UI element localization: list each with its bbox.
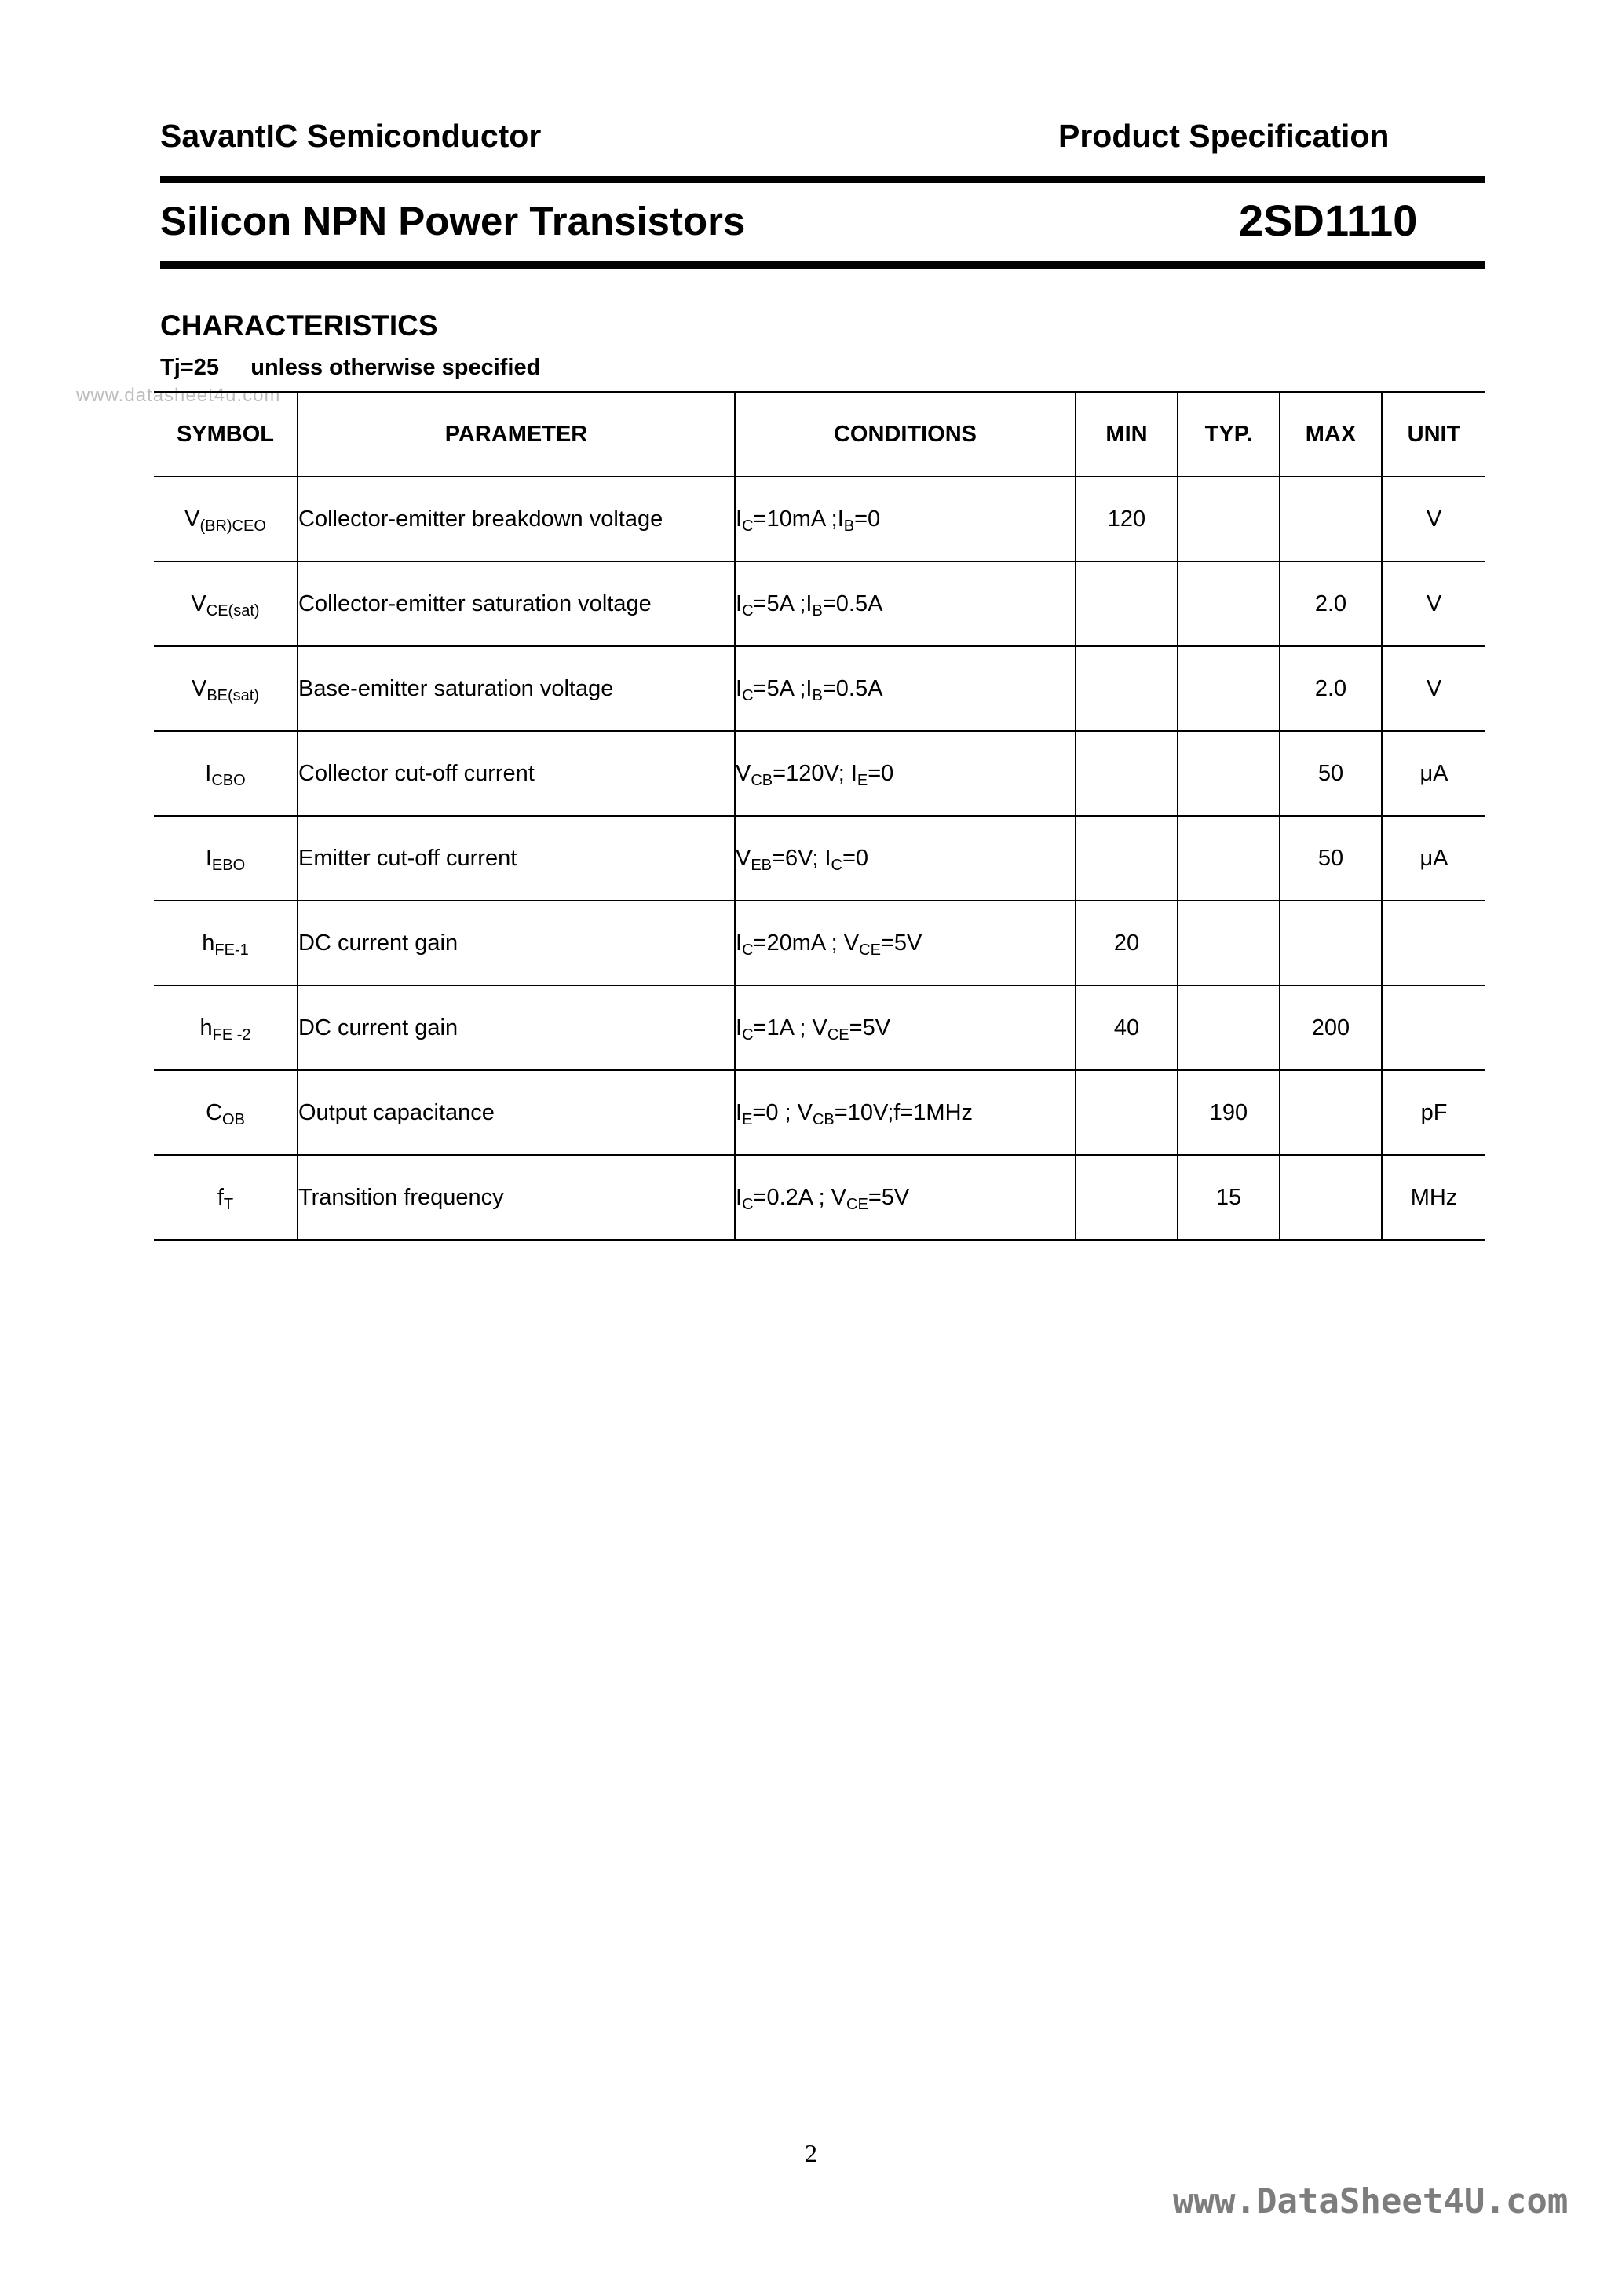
condition-text: I (736, 590, 743, 616)
min-cell (1076, 1155, 1178, 1240)
condition-text: =5V (868, 1184, 910, 1210)
table-row (154, 1070, 1485, 1155)
min-cell: 20 (1076, 901, 1178, 985)
condition-text: =1A ; V (753, 1015, 827, 1040)
max-cell: 200 (1280, 985, 1382, 1070)
symbol-subscript: T (223, 1195, 234, 1213)
parameter-cell: Transition frequency (298, 1155, 735, 1240)
condition-text: =0.2A ; V (753, 1184, 847, 1210)
min-cell: 40 (1076, 985, 1178, 1070)
condition-text: =5A ;I (753, 675, 813, 701)
unit-cell: μA (1382, 816, 1485, 901)
condition-text: I (736, 1099, 743, 1125)
part-number: 2SD1110 (1239, 196, 1418, 245)
table-row (154, 816, 1485, 901)
company-name: SavantIC Semiconductor (160, 118, 542, 154)
condition-subscript: C (742, 601, 754, 620)
condition-text: I (736, 675, 743, 701)
min-cell (1076, 816, 1178, 901)
condition-text: =10V;f=1MHz (834, 1099, 974, 1125)
symbol-main: C (206, 1099, 223, 1125)
condition-subscript: C (742, 517, 754, 535)
max-cell (1280, 1155, 1382, 1240)
max-cell: 50 (1280, 731, 1382, 816)
condition-text: =20mA ; V (753, 930, 860, 956)
unit-cell: V (1382, 477, 1485, 561)
condition-subscript: B (843, 517, 855, 535)
symbol-main: I (205, 760, 212, 786)
condition-subscript: CB (751, 771, 773, 789)
section-heading: CHARACTERISTICS (160, 309, 438, 342)
symbol-main: f (217, 1184, 224, 1210)
typ-cell (1178, 985, 1280, 1070)
document-type: Product Specification (1058, 118, 1390, 154)
watermark-top: www.datasheet4u.com (76, 385, 281, 406)
condition-text: =0.5A (822, 675, 883, 701)
parameter-cell: DC current gain (298, 985, 735, 1070)
parameter-cell: Output capacitance (298, 1070, 735, 1155)
conditions-cell (735, 1155, 1076, 1240)
conditions-cell (735, 1070, 1076, 1155)
table-row (154, 985, 1485, 1070)
typ-cell (1178, 646, 1280, 731)
condition-subscript: B (812, 601, 823, 620)
condition-text: =10mA ;I (753, 506, 844, 532)
parameter-cell: DC current gain (298, 901, 735, 985)
symbol-cell (154, 646, 298, 731)
condition-subscript: CE (859, 941, 881, 959)
condition-subscript: E (857, 771, 868, 789)
conditions-cell (735, 477, 1076, 561)
condition-subscript: C (742, 1195, 754, 1213)
header-rule-bottom (160, 261, 1485, 269)
symbol-cell (154, 816, 298, 901)
condition-text: =0 (854, 506, 881, 532)
unit-cell: MHz (1382, 1155, 1485, 1240)
unit-cell: V (1382, 646, 1485, 731)
symbol-subscript: EBO (211, 856, 246, 874)
page-number: 2 (805, 2139, 817, 2167)
condition-subscript: EB (751, 856, 773, 874)
max-cell (1280, 901, 1382, 985)
col-header-typ: TYP. (1178, 392, 1280, 477)
unit-cell (1382, 985, 1485, 1070)
condition-text: V (736, 845, 751, 871)
condition-subscript: CE (827, 1026, 849, 1044)
symbol-main: V (191, 675, 207, 701)
condition-text: =0 (868, 760, 894, 786)
symbol-subscript: CE(sat) (206, 601, 260, 620)
symbol-subscript: FE-1 (214, 941, 249, 959)
max-cell: 2.0 (1280, 646, 1382, 731)
parameter-cell: Collector-emitter breakdown voltage (298, 477, 735, 561)
max-cell (1280, 1070, 1382, 1155)
col-header-max: MAX (1280, 392, 1382, 477)
table-row (154, 477, 1485, 561)
watermark-bottom: www.DataSheet4U.com (1173, 2181, 1569, 2221)
max-cell (1280, 477, 1382, 561)
symbol-main: I (205, 845, 212, 871)
symbol-cell (154, 731, 298, 816)
condition-subscript: E (742, 1110, 753, 1128)
symbol-subscript: FE -2 (212, 1026, 251, 1044)
table-row (154, 1155, 1485, 1240)
condition-text: =5A ;I (753, 590, 813, 616)
table-row (154, 646, 1485, 731)
symbol-cell (154, 901, 298, 985)
symbol-subscript: OB (222, 1110, 245, 1128)
symbol-subscript: (BR)CEO (199, 517, 266, 535)
unit-cell: pF (1382, 1070, 1485, 1155)
min-cell (1076, 1070, 1178, 1155)
symbol-main: h (199, 1015, 213, 1040)
col-header-min: MIN (1076, 392, 1178, 477)
condition-subscript: C (742, 686, 754, 704)
min-cell (1076, 561, 1178, 646)
condition-text: V (736, 760, 751, 786)
table-header-row (154, 392, 1485, 477)
condition-text: I (736, 1015, 743, 1040)
condition-subscript: CB (812, 1110, 835, 1128)
condition-text: =120V; I (773, 760, 857, 786)
col-header-parameter: PARAMETER (298, 392, 735, 477)
condition-subscript: C (831, 856, 842, 874)
symbol-cell (154, 477, 298, 561)
typ-cell (1178, 901, 1280, 985)
parameter-cell: Base-emitter saturation voltage (298, 646, 735, 731)
condition-text: I (736, 1184, 743, 1210)
symbol-cell (154, 1070, 298, 1155)
unit-cell: V (1382, 561, 1485, 646)
symbol-main: V (191, 590, 206, 616)
conditions-cell (735, 731, 1076, 816)
symbol-main: h (202, 930, 215, 956)
col-header-unit: UNIT (1382, 392, 1485, 477)
symbol-subscript: CBO (211, 771, 246, 789)
unit-cell: μA (1382, 731, 1485, 816)
conditions-cell (735, 561, 1076, 646)
condition-text: =5V (880, 930, 922, 956)
max-cell: 2.0 (1280, 561, 1382, 646)
min-cell (1076, 731, 1178, 816)
table-row (154, 901, 1485, 985)
condition-subscript: C (742, 941, 754, 959)
parameter-cell: Collector-emitter saturation voltage (298, 561, 735, 646)
typ-cell (1178, 731, 1280, 816)
test-condition-note: Tj=25 unless otherwise specified (160, 355, 541, 380)
condition-text: =0 (842, 845, 869, 871)
condition-text: I (736, 506, 743, 532)
symbol-cell (154, 1155, 298, 1240)
col-header-symbol: SYMBOL (154, 392, 298, 477)
typ-cell (1178, 561, 1280, 646)
header-rule-top (160, 176, 1485, 183)
symbol-main: V (184, 506, 200, 532)
parameter-cell: Emitter cut-off current (298, 816, 735, 901)
condition-text: =0 ; V (752, 1099, 813, 1125)
table-row (154, 731, 1485, 816)
table-row (154, 561, 1485, 646)
symbol-subscript: BE(sat) (206, 686, 260, 704)
product-title: Silicon NPN Power Transistors (160, 199, 746, 243)
condition-subscript: C (742, 1026, 754, 1044)
condition-text: I (736, 930, 743, 956)
parameter-cell: Collector cut-off current (298, 731, 735, 816)
unit-cell (1382, 901, 1485, 985)
min-cell: 120 (1076, 477, 1178, 561)
conditions-cell (735, 646, 1076, 731)
characteristics-table (154, 391, 1485, 1241)
condition-text: =6V; I (772, 845, 831, 871)
col-header-conditions: CONDITIONS (735, 392, 1076, 477)
condition-subscript: B (812, 686, 823, 704)
condition-text: =5V (849, 1015, 891, 1040)
typ-cell: 15 (1178, 1155, 1280, 1240)
symbol-cell (154, 985, 298, 1070)
min-cell (1076, 646, 1178, 731)
typ-cell: 190 (1178, 1070, 1280, 1155)
max-cell: 50 (1280, 816, 1382, 901)
typ-cell (1178, 477, 1280, 561)
table-body (154, 477, 1485, 1240)
condition-subscript: CE (846, 1195, 868, 1213)
symbol-cell (154, 561, 298, 646)
conditions-cell (735, 901, 1076, 985)
conditions-cell (735, 816, 1076, 901)
typ-cell (1178, 816, 1280, 901)
conditions-cell (735, 985, 1076, 1070)
condition-text: =0.5A (822, 590, 883, 616)
